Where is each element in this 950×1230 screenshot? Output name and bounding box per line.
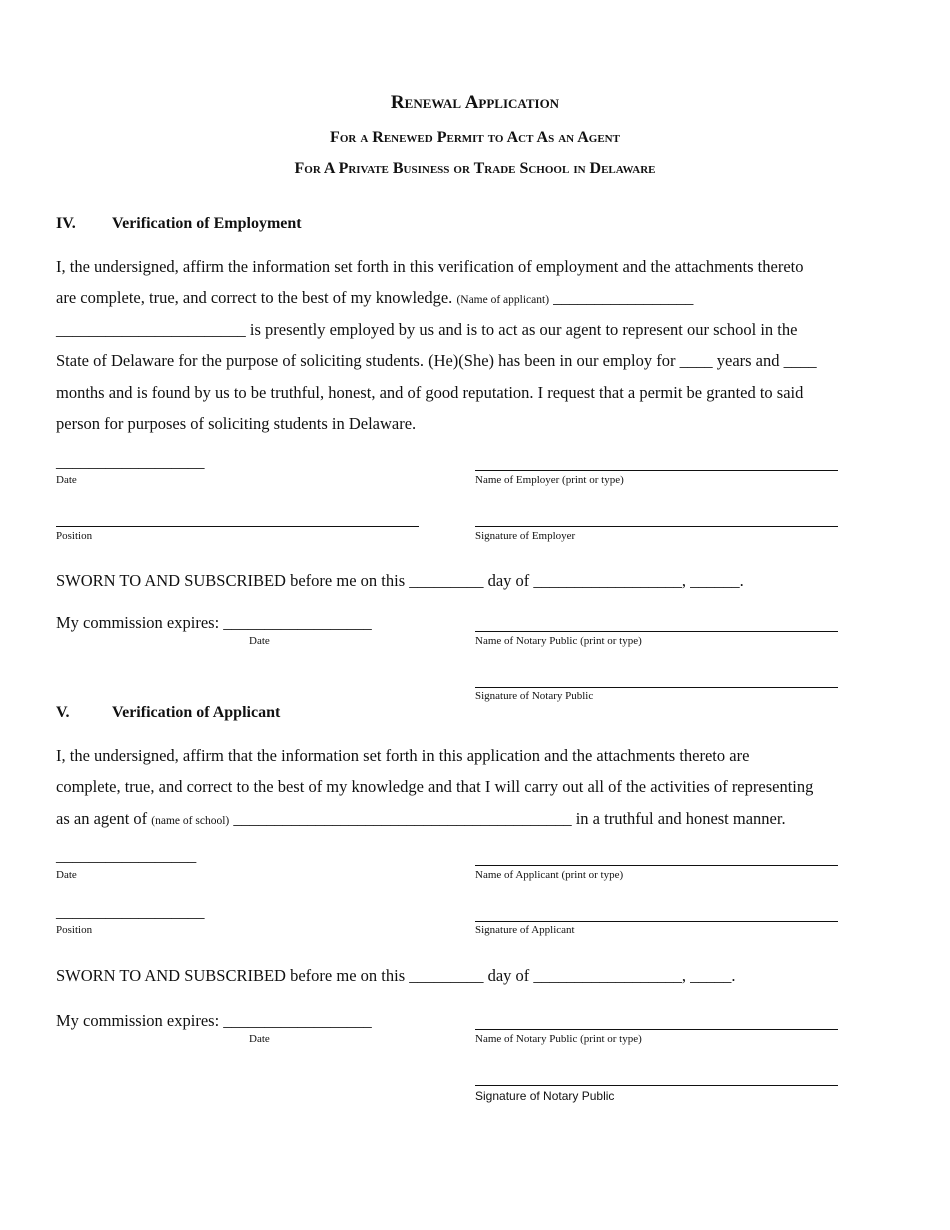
- applicant-name-blank[interactable]: _________________: [553, 288, 694, 307]
- section-iv-title: Verification of Employment: [112, 215, 302, 232]
- notary-signature-label: Signature of Notary Public: [475, 1089, 615, 1103]
- paragraph-text: are complete, true, and correct to the best of my knowledge.: [56, 288, 453, 307]
- section-iv-paragraph-line: months and is found by us to be truthful, honest, and of good reputation. I request that a permit be granted to said: [56, 383, 804, 402]
- notary-name-label: Name of Notary Public (print or type): [475, 635, 642, 647]
- applicant-name-line[interactable]: [475, 865, 838, 866]
- applicant-signature-label: Signature of Applicant: [475, 924, 575, 936]
- section-v-number: V.: [56, 704, 70, 721]
- notary-signature-line[interactable]: [475, 687, 838, 688]
- section-iv-paragraph-line: I, the undersigned, affirm the information set forth in this verification of employment and the attachments thereto: [56, 257, 804, 276]
- section-v-paragraph-line: complete, true, and correct to the best of my knowledge and that I will carry out all of the activities of representing: [56, 777, 814, 796]
- commission-date-label: Date: [249, 1033, 270, 1045]
- name-of-school-hint: (name of school): [151, 815, 230, 827]
- document-subtitle-1: For a Renewed Permit to Act As an Agent: [330, 129, 620, 146]
- section-iv-paragraph-line: person for purposes of soliciting students in Delaware.: [56, 414, 417, 433]
- paragraph-text: as an agent of: [56, 809, 148, 828]
- document-subtitle-2: For A Private Business or Trade School in Delaware: [294, 160, 656, 177]
- section-v-paragraph-line: I, the undersigned, affirm that the information set forth in this application and the attachments thereto are: [56, 746, 750, 765]
- notary-signature-line[interactable]: [475, 1085, 838, 1086]
- section-iv-number: IV.: [56, 215, 76, 232]
- employment-date-blank[interactable]: __________________: [56, 452, 205, 471]
- name-of-applicant-hint: (Name of applicant): [456, 294, 550, 306]
- section-iv-paragraph-line: _______________________ is presently employed by us and is to act as our agent to represent our school in the: [56, 320, 798, 339]
- commission-expires: My commission expires: __________________: [56, 613, 372, 632]
- applicant-position-blank[interactable]: __________________: [56, 902, 205, 921]
- employer-name-label: Name of Employer (print or type): [475, 474, 624, 486]
- employer-signature-line[interactable]: [475, 526, 838, 527]
- position-label: Position: [56, 530, 93, 542]
- document-title: Renewal Application: [390, 92, 560, 113]
- notary-name-label: Name of Notary Public (print or type): [475, 1033, 642, 1045]
- position-label: Position: [56, 924, 93, 936]
- date-label: Date: [56, 869, 77, 881]
- school-name-blank[interactable]: _________________________________________ in a truthful and honest manner.: [233, 809, 786, 828]
- notary-signature-label: Signature of Notary Public: [475, 690, 594, 702]
- applicant-date-blank[interactable]: _________________: [56, 846, 197, 865]
- section-iv-paragraph-line: State of Delaware for the purpose of soliciting students. (He)(She) has been in our employ for ____ years and ____: [56, 351, 817, 370]
- notary-name-line[interactable]: [475, 631, 838, 632]
- section-iv-paragraph-line: [56, 288, 693, 308]
- applicant-name-label: Name of Applicant (print or type): [475, 869, 624, 881]
- employer-signature-label: Signature of Employer: [475, 530, 576, 542]
- section-v-title: Verification of Applicant: [112, 704, 281, 721]
- sworn-statement: SWORN TO AND SUBSCRIBED before me on this _________ day of __________________, ______.: [56, 571, 744, 590]
- commission-date-label: Date: [249, 635, 270, 647]
- notary-name-line[interactable]: [475, 1029, 838, 1030]
- section-v-paragraph-line: [56, 809, 786, 829]
- date-label: Date: [56, 474, 77, 486]
- sworn-statement: SWORN TO AND SUBSCRIBED before me on this _________ day of __________________, _____.: [56, 966, 736, 985]
- commission-expires: My commission expires: __________________: [56, 1011, 372, 1030]
- position-line[interactable]: [56, 526, 419, 527]
- applicant-signature-line[interactable]: [475, 921, 838, 922]
- employer-name-line[interactable]: [475, 470, 838, 471]
